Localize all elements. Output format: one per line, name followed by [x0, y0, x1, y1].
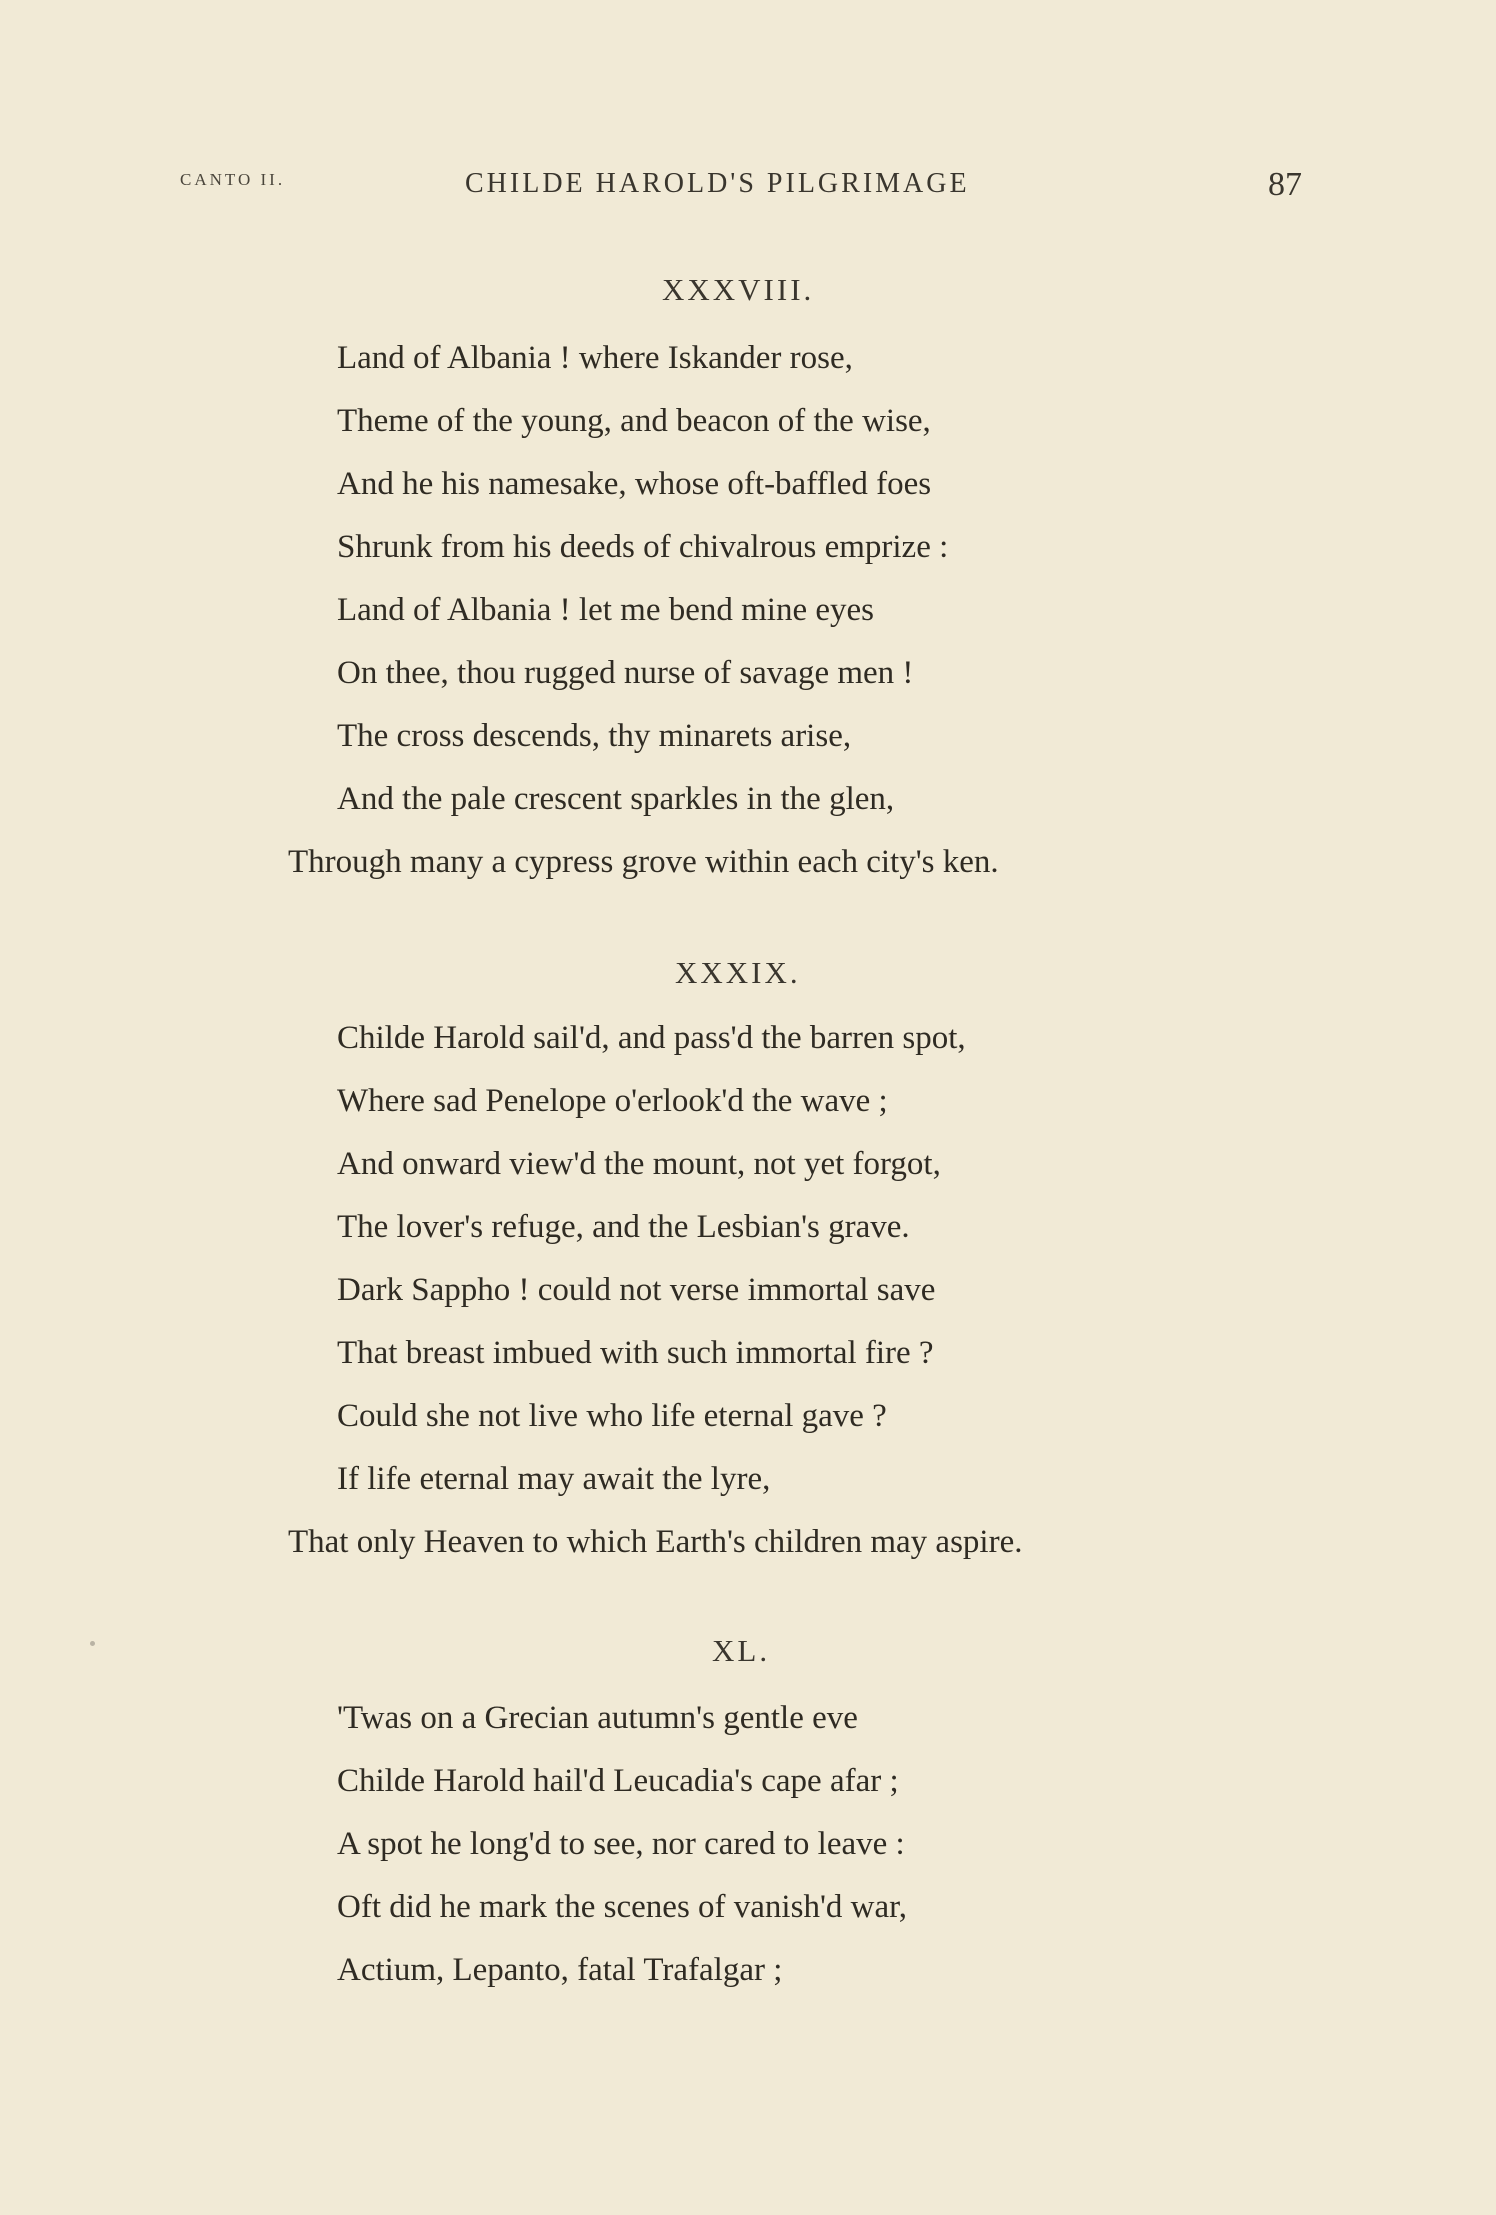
verse-line: The lover's refuge, and the Lesbian's grave.: [337, 1209, 910, 1245]
stanza-numeral: XXXVIII.: [662, 272, 815, 307]
verse-line: Dark Sappho ! could not verse immortal save: [337, 1272, 936, 1308]
verse-line: Through many a cypress grove within each city's ken.: [288, 844, 999, 880]
verse-line: 'Twas on a Grecian autumn's gentle eve: [337, 1700, 858, 1736]
verse-line: If life eternal may await the lyre,: [337, 1461, 771, 1497]
verse-line: That breast imbued with such immortal fire ?: [337, 1335, 934, 1371]
verse-line: And he his namesake, whose oft-baffled foes: [337, 466, 932, 502]
verse-line: Where sad Penelope o'erlook'd the wave ;: [337, 1083, 888, 1119]
verse-line: And the pale crescent sparkles in the glen,: [337, 781, 895, 817]
page-number: 87: [1268, 166, 1302, 203]
verse-line: A spot he long'd to see, nor cared to leave :: [337, 1826, 905, 1862]
verse-line: Could she not live who life eternal gave ?: [337, 1398, 887, 1434]
verse-line: Childe Harold sail'd, and pass'd the barren spot,: [337, 1020, 966, 1056]
paper-speck: [90, 1641, 95, 1646]
verse-line: That only Heaven to which Earth's children may aspire.: [288, 1524, 1023, 1560]
verse-line: And onward view'd the mount, not yet forgot,: [337, 1146, 941, 1182]
verse-line: Oft did he mark the scenes of vanish'd war,: [337, 1889, 908, 1925]
verse-line: Theme of the young, and beacon of the wise,: [337, 403, 931, 439]
verse-line: Land of Albania ! let me bend mine eyes: [337, 592, 874, 628]
canto-label: CANTO II.: [180, 170, 286, 189]
verse-line: Actium, Lepanto, fatal Trafalgar ;: [337, 1952, 783, 1988]
stanza-numeral: XXXIX.: [675, 955, 801, 990]
running-title: CHILDE HAROLD'S PILGRIMAGE: [465, 168, 970, 199]
verse-line: On thee, thou rugged nurse of savage men !: [337, 655, 914, 691]
verse-line: The cross descends, thy minarets arise,: [337, 718, 852, 754]
verse-line: Land of Albania ! where Iskander rose,: [337, 340, 853, 376]
running-head: [0, 168, 1496, 208]
verse-line: Shrunk from his deeds of chivalrous emprize :: [337, 529, 949, 565]
stanza-numeral: XL.: [712, 1633, 771, 1668]
verse-line: Childe Harold hail'd Leucadia's cape afar ;: [337, 1763, 899, 1799]
